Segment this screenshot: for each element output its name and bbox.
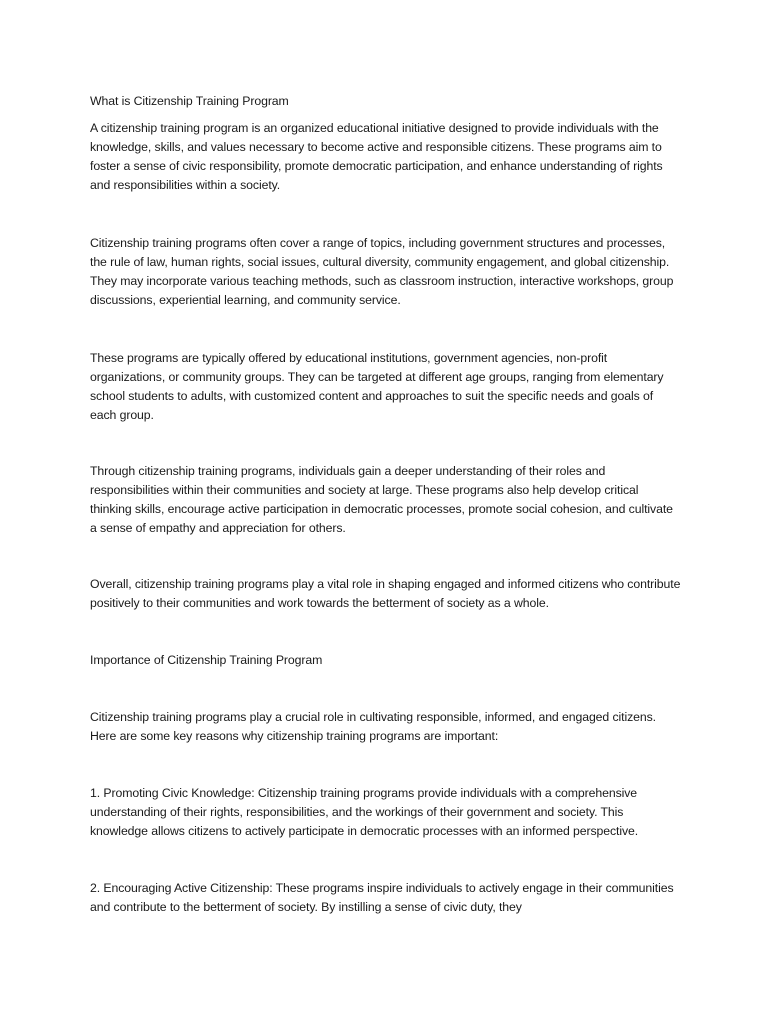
paragraph-importance-intro: Citizenship training programs play a crucial role in cultivating responsible, informed, and engaged citizens. Here are some key reasons why citizenship training programs are important: [90,710,656,743]
document-body [90,92,682,917]
paragraph-benefits: Through citizenship training programs, individuals gain a deeper understanding of their roles and responsibilities within their communities and society at large. These programs also help develop critical thinking skills, encourage active participation in democratic processes, promote social cohesion, and cultivate a sense of empathy and appreciation for others. [90,464,673,535]
paragraph-definition: A citizenship training program is an organized educational initiative designed to provide individuals with the knowledge, skills, and values necessary to become active and responsible citizens. These programs aim to foster a sense of civic responsibility, promote democratic participation, and enhance understanding of rights and responsibilities within a society. [90,121,663,192]
list-item-active-citizenship: 2. Encouraging Active Citizenship: These programs inspire individuals to actively engage in their communities and contribute to the betterment of society. By instilling a sense of civic duty, they [90,881,674,914]
section-heading-what-is: What is Citizenship Training Program [90,94,289,108]
paragraph-providers: These programs are typically offered by educational institutions, government agencies, non-profit organizations, or community groups. They can be targeted at different age groups, ranging from elementary school students to adults, with customized content and approaches to suit the specific needs and goals of each group. [90,351,664,422]
paragraph-overall: Overall, citizenship training programs play a vital role in shaping engaged and informed citizens who contribute positively to their communities and work towards the betterment of society as a whole. [90,577,681,610]
paragraph-topics: Citizenship training programs often cover a range of topics, including government structures and processes, the rule of law, human rights, social issues, cultural diversity, community engagement, and global citizenship. They may incorporate various teaching methods, such as classroom instruction, interactive workshops, group discussions, experiential learning, and community service. [90,236,674,307]
list-item-civic-knowledge: 1. Promoting Civic Knowledge: Citizenship training programs provide individuals with a comprehensive understanding of their rights, responsibilities, and the workings of their government and society. This knowledge allows citizens to actively participate in democratic processes with an informed perspective. [90,786,639,838]
section-heading-importance: Importance of Citizenship Training Program [90,653,323,667]
